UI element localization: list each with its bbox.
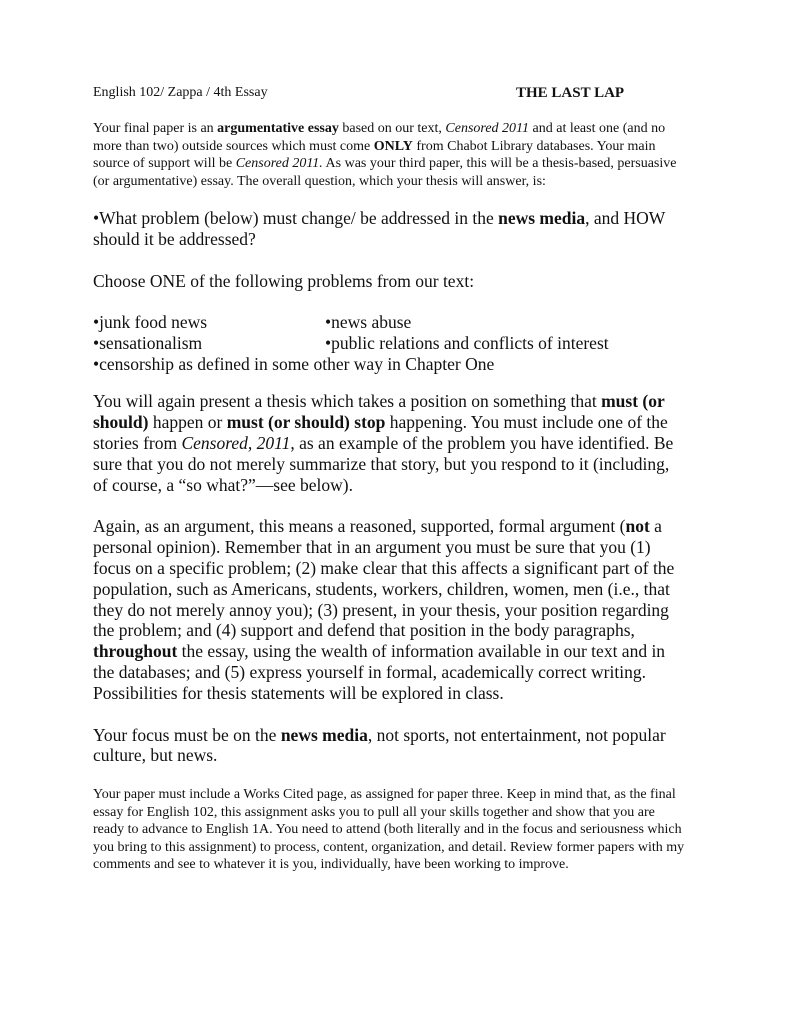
- paragraph-emphasis: throughout: [93, 641, 178, 662]
- intro-text: from Chabot Library databases. Your main source of support will be: [93, 138, 656, 171]
- document-header: [93, 85, 687, 105]
- paragraph-text: happen or: [148, 412, 227, 433]
- paragraph-text: a personal opinion). Remember that in an argument you must be sure that you (1) focus on a specific problem; (2) make clear that this affects a significant part of the population, such as Americans, students, workers, children, women, men (i.e., that they do not merely annoy you); (3) present, in your thesis, your position regarding the problem; and (4) support and defend that position in the body paragraphs,: [93, 516, 675, 641]
- works-cited-paragraph: Your paper must include a Works Cited page, as assigned for paper three. Keep in mind that, as the final essay for English 102, this assignment asks you to pull all your skills together and show that you are ready to advance to English 1A. You need to attend (both literally and in the focus and seriousness which you bring to this assignment) to process, content, organization, and detail. Review former papers with my comments and see to whatever it is you, individually, have been working to improve.: [93, 787, 685, 873]
- intro-text: Your final paper is an: [93, 121, 218, 136]
- intro-text: and at least one (and no more than two) outside sources which must come: [93, 121, 666, 154]
- intro-book-title: Censored 2011.: [235, 156, 323, 171]
- thesis-paragraph: [93, 391, 687, 495]
- intro-emphasis: ONLY: [373, 138, 413, 154]
- paragraph-text: Again, as an argument, this means a reasoned, supported, formal argument (: [93, 516, 626, 537]
- paragraph-emphasis: not: [625, 516, 650, 537]
- course-line: English 102/ Zappa / 4th Essay: [93, 85, 268, 100]
- intro-book-title: Censored 2011: [445, 121, 530, 136]
- paragraph-text: , not sports, not entertainment, not popular culture, but news.: [93, 724, 666, 766]
- problem-item: •public relations and conflicts of interest: [325, 333, 609, 354]
- paragraph-book-title: Censored, 2011: [181, 432, 291, 453]
- question-emphasis: news media: [498, 208, 586, 228]
- argument-paragraph: [93, 516, 687, 703]
- paragraph-emphasis: must (or should): [93, 391, 665, 433]
- paragraph-text: Your focus must be on the: [93, 724, 281, 745]
- focus-paragraph: [93, 725, 687, 767]
- intro-emphasis: argumentative essay: [217, 121, 339, 136]
- intro-text: based on our text,: [338, 121, 446, 136]
- paragraph-text: You will again present a thesis which takes a position on something that: [93, 391, 602, 412]
- choose-instruction: Choose ONE of the following problems from our text:: [93, 270, 475, 291]
- paragraph-text: the essay, using the wealth of information available in our text and in the databases; and (5) express yourself in formal, academically correct writing. Possibilities for thesis statements will be explored in class.: [93, 641, 666, 703]
- document-page: [93, 85, 687, 874]
- problem-item: •sensationalism: [93, 333, 203, 354]
- document-title: THE LAST LAP: [516, 85, 625, 101]
- problem-item: •censorship as defined in some other way in Chapter One: [93, 354, 495, 375]
- problem-item: •news abuse: [325, 312, 412, 333]
- paragraph-emphasis: must (or should) stop: [226, 412, 386, 433]
- question-text: •What problem (below) must change/ be addressed in the: [93, 208, 499, 228]
- problem-item: •junk food news: [93, 312, 208, 333]
- overall-question: [93, 208, 687, 250]
- paragraph-emphasis: news media: [280, 724, 368, 745]
- intro-text: As was your third paper, this will be a thesis-based, persuasive (or argumentative) essay. The overall question, which your thesis will answer, is:: [93, 156, 677, 189]
- intro-paragraph: [93, 120, 683, 190]
- problem-list: [93, 312, 687, 375]
- paragraph-text: happening. You must include one of the stories from: [93, 412, 668, 453]
- question-text: , and HOW should it be addressed?: [93, 208, 665, 249]
- paragraph-text: , as an example of the problem you have identified. Be sure that you do not merely summarize that story, but you respond to it (including, of course, a “so what?”—see below).: [93, 432, 674, 495]
